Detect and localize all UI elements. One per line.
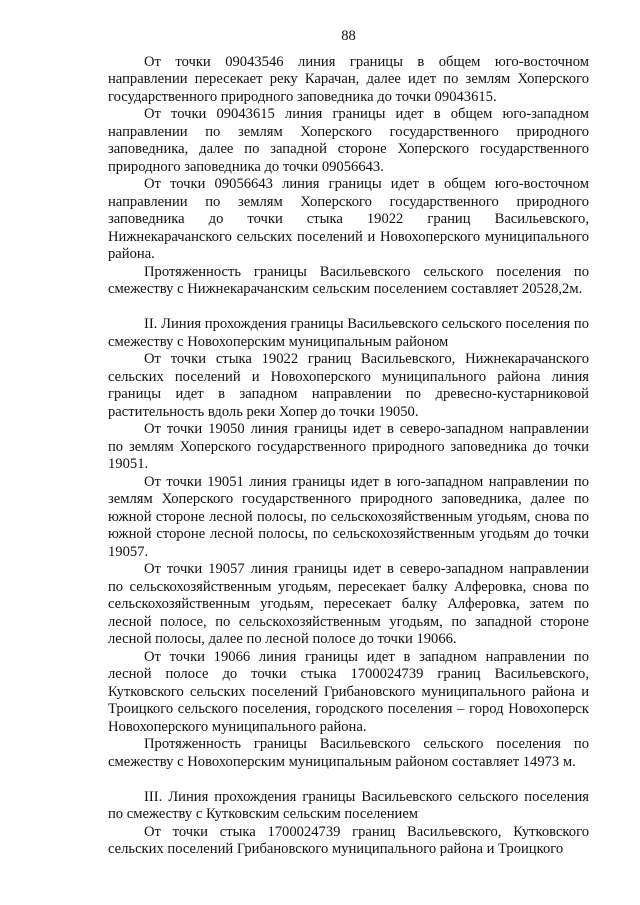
paragraph: От точки стыка 1700024739 границ Васильевского, Кутковского сельских поселений Грибановского муниципального района и Троицкого bbox=[108, 823, 589, 857]
page-number: 88 bbox=[341, 28, 356, 44]
paragraph: От точки 09043615 линия границы идет в общем юго-западном направлении по землям Хоперского государственного природного заповедника, далее по западной стороне Хоперского государственного природного заповедника до точки 09056643. bbox=[108, 106, 589, 175]
document-page bbox=[108, 28, 589, 859]
paragraph: От точки 19051 линия границы идет в юго-западном направлении по землям Хоперского государственного природного заповедника, далее по южной стороне лесной полосы, по сельскохозяйственным угодьям, снова по южной стороне лесной полосы, по сельскохозяйственным угодьям до точки 19057. bbox=[108, 473, 589, 560]
length-summary-paragraph: Протяженность границы Васильевского сельского поселения по смежеству с Нижнекарачанским сельским поселением составляет 20528,2м. bbox=[108, 263, 589, 297]
section-heading-2: II. Линия прохождения границы Васильевского сельского поселения по смежеству с Новохоперским муниципальным районом bbox=[108, 316, 589, 350]
paragraph: От точки 19057 линия границы идет в северо-западном направлении по сельскохозяйственным угодьям, пересекает балку Алферовка, снова по сельскохозяйственным угодьям, пересекает балку Алферовка, затем по лесной полосе, по сельскохозяйственным угодьям, по западной стороне лесной полосы, далее по лесной полосе до точки 19066. bbox=[108, 561, 589, 647]
paragraph: От точки 09056643 линия границы идет в общем юго-восточном направлении по землям Хоперского государственного природного заповедника до точки стыка 19022 границ Васильевского, Нижнекарачанского сельских поселений и Новохоперского муниципального района. bbox=[108, 176, 589, 262]
length-summary-paragraph: Протяженность границы Васильевского сельского поселения по смежеству с Новохоперским муниципальным районом составляет 14973 м. bbox=[108, 736, 589, 770]
paragraph: От точки 19066 линия границы идет в западном направлении по лесной полосе до точки стыка 1700024739 границ Васильевского, Кутковского сельских поселений Грибановского муниципального района и Троицкого сельского поселения, городского поселения – город Новохоперск Новохоперского муниципального района. bbox=[108, 648, 589, 735]
section-heading-3: III. Линия прохождения границы Васильевского сельского поселения по смежеству с Кутковским сельским поселением bbox=[108, 788, 589, 822]
paragraph: От точки стыка 19022 границ Васильевского, Нижнекарачанского сельских поселений и Новохоперского муниципального района линия границы идет в западном направлении по древесно-кустарниковой растительность вдоль реки Хопер до точки 19050. bbox=[108, 351, 589, 420]
section-gap bbox=[108, 771, 589, 789]
section-gap bbox=[108, 299, 589, 317]
paragraph: От точки 09043546 линия границы в общем юго-восточном направлении пересекает реку Карачан, далее идет по землям Хоперского государственного природного заповедника до точки 09043615. bbox=[108, 53, 589, 105]
paragraph: От точки 19050 линия границы идет в северо-западном направлении по землям Хоперского государственного природного заповедника до точки 19051. bbox=[108, 421, 589, 472]
